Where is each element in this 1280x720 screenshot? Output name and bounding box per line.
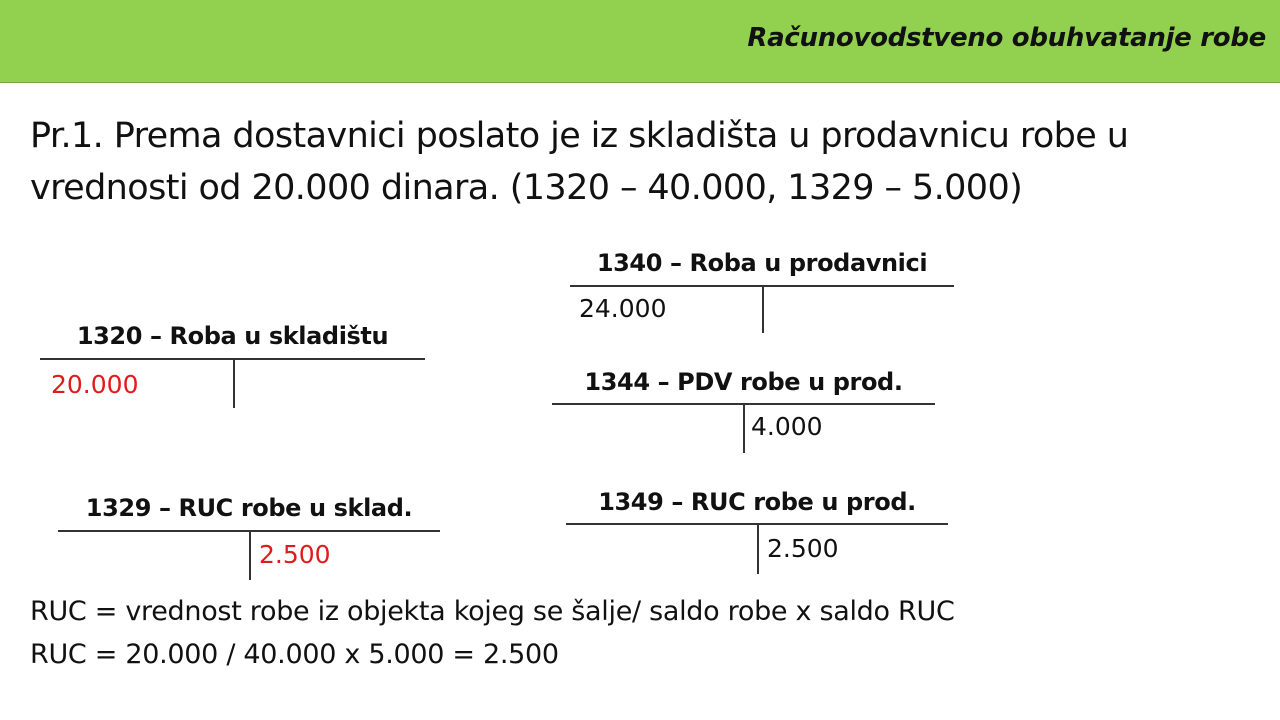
credit-amount: 2.500 <box>259 540 331 569</box>
debit-amount: 20.000 <box>51 370 139 399</box>
t-account-1344 <box>552 368 935 458</box>
t-account-1340 <box>570 249 954 339</box>
t-account-vertical-line <box>743 403 745 453</box>
t-account-vertical-line <box>233 358 235 408</box>
problem-line-1: Pr.1. Prema dostavnici poslato je iz skladišta u prodavnicu robe u <box>30 116 1129 156</box>
t-account-1320 <box>40 322 425 412</box>
t-account-vertical-line <box>249 530 251 580</box>
account-title: 1329 – RUC robe u sklad. <box>85 494 413 522</box>
account-title: 1349 – RUC robe u prod. <box>598 488 916 516</box>
problem-statement <box>30 110 1250 214</box>
header-bar <box>0 0 1280 83</box>
credit-amount: 4.000 <box>751 412 823 441</box>
formula-line-1: RUC = vrednost robe iz objekta kojeg se šalje/ saldo robe x saldo RUC <box>30 596 955 627</box>
account-title: 1320 – Roba u skladištu <box>76 322 389 350</box>
debit-amount: 24.000 <box>579 294 667 323</box>
slide-title: Računovodstveno obuhvatanje robe <box>747 23 1266 53</box>
t-account-vertical-line <box>762 285 764 333</box>
account-title: 1344 – PDV robe u prod. <box>584 368 903 396</box>
t-account-vertical-line <box>757 523 759 574</box>
ruc-formula <box>30 590 955 676</box>
account-title: 1340 – Roba u prodavnici <box>596 249 928 277</box>
t-account-1349 <box>566 488 948 578</box>
credit-amount: 2.500 <box>767 534 839 563</box>
problem-line-2: vrednosti od 20.000 dinara. (1320 – 40.000, 1329 – 5.000) <box>30 168 1023 208</box>
formula-line-2: RUC = 20.000 / 40.000 x 5.000 = 2.500 <box>30 639 559 670</box>
t-account-1329 <box>58 494 440 584</box>
